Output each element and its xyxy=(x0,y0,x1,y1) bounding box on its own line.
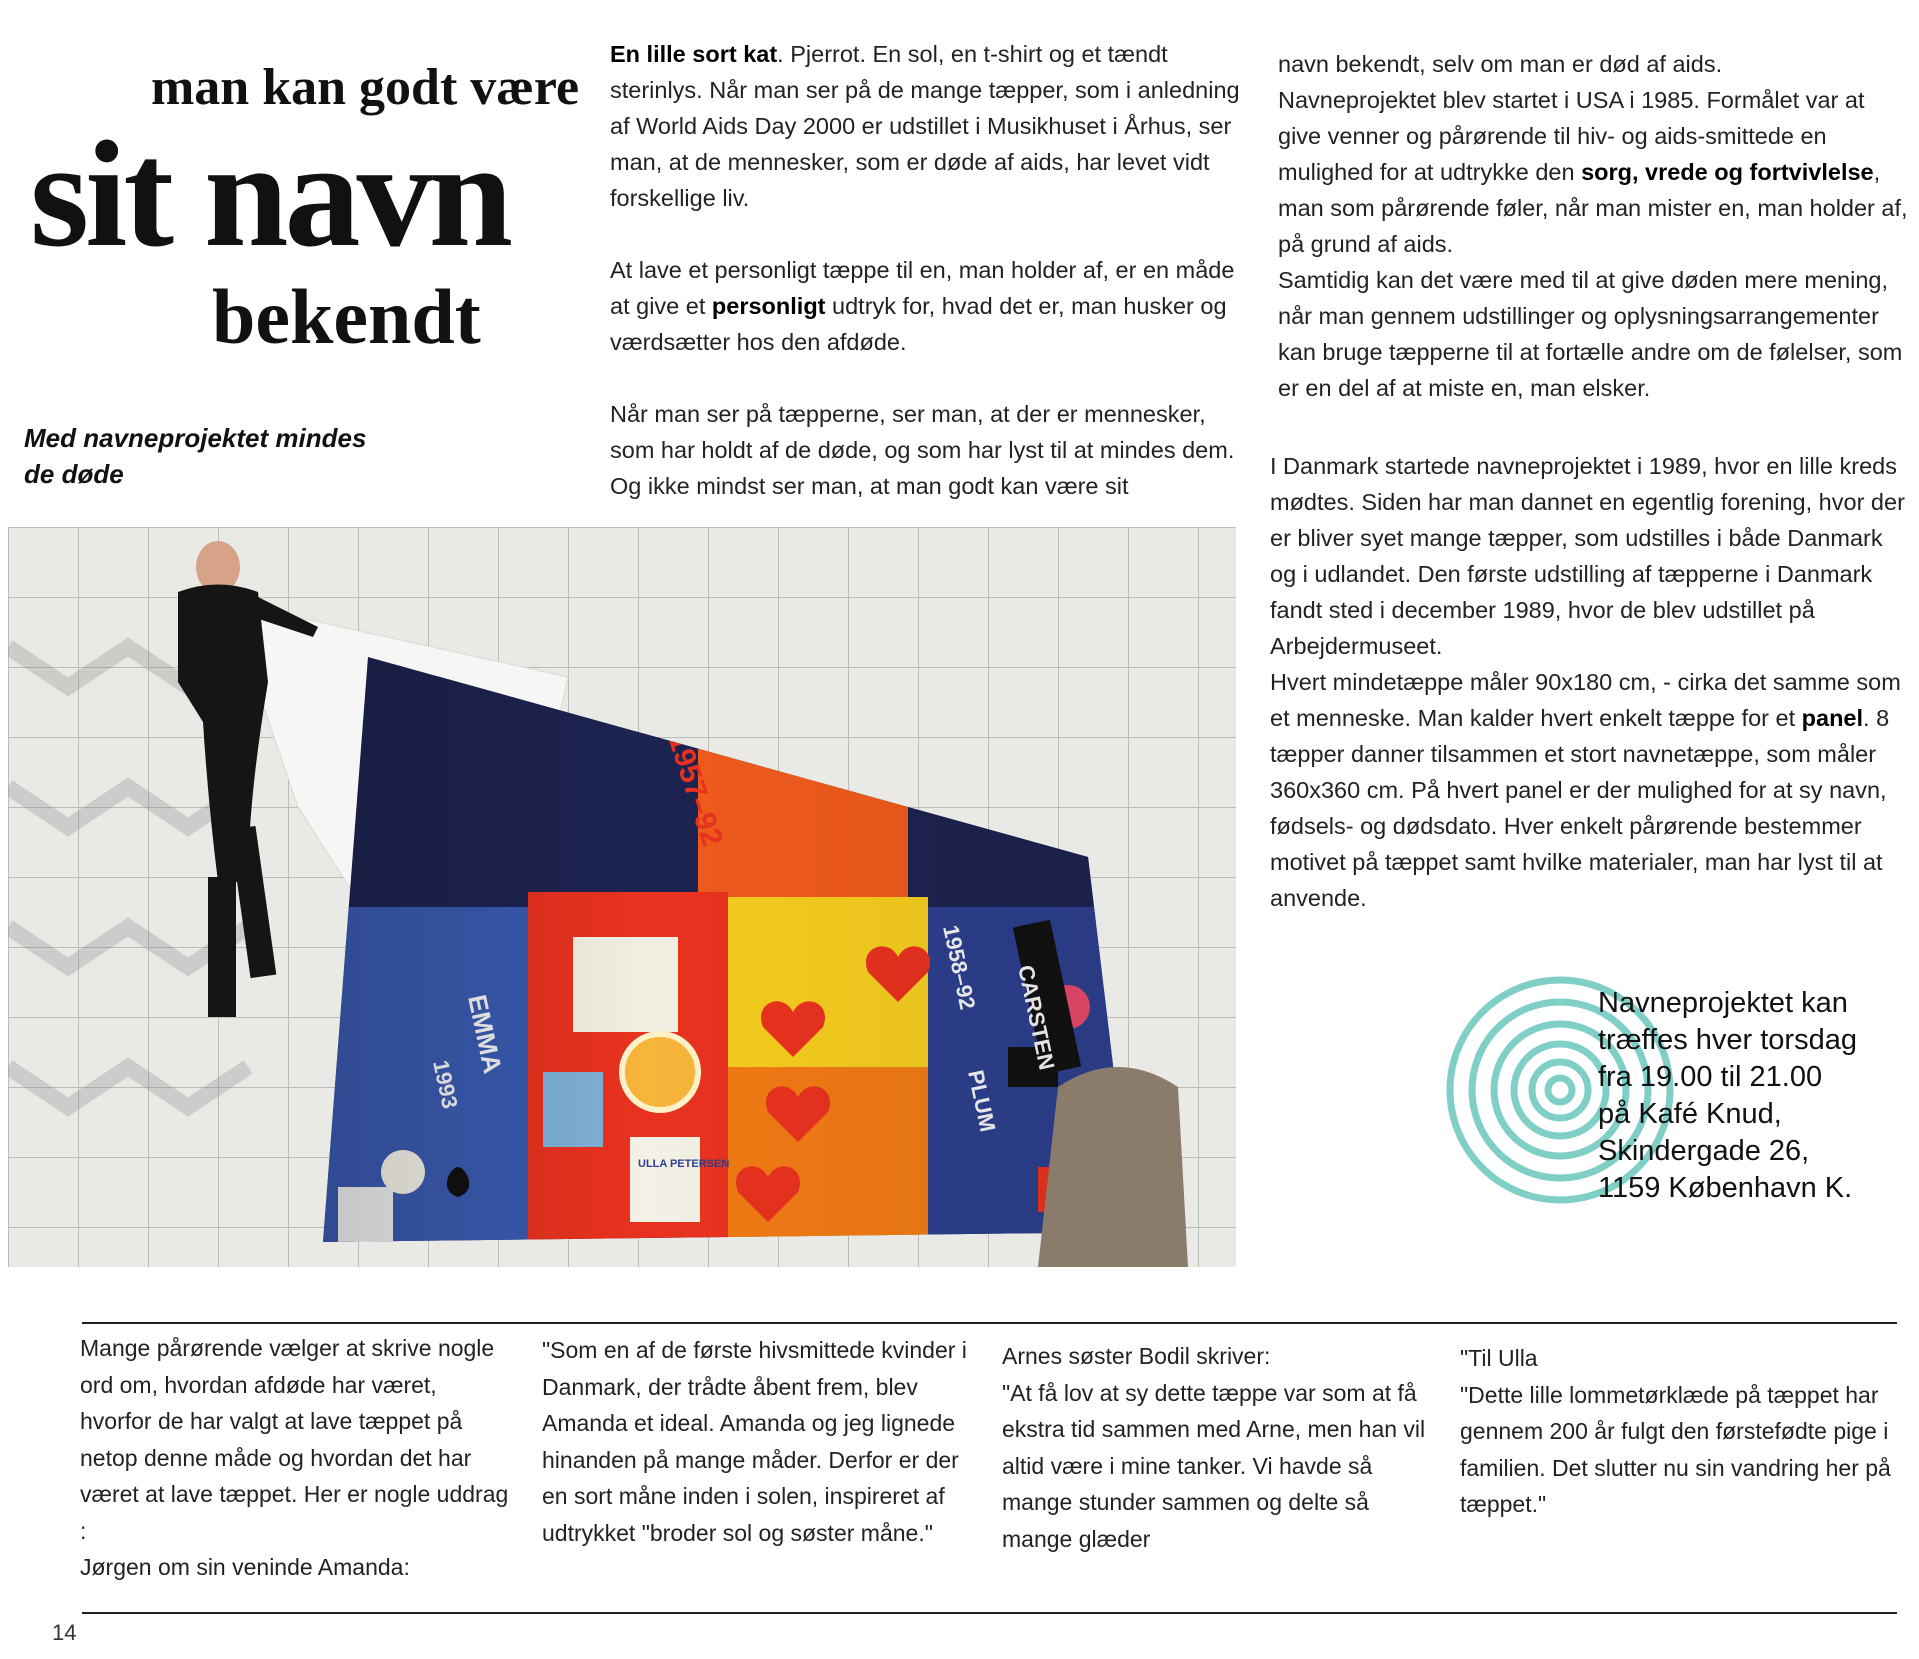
text: Hvert mindetæppe måler 90x180 cm, - cirka det samme som et menneske. Man kalder hvert enkelt tæppe for et xyxy=(1270,669,1901,731)
text: Mange pårørende vælger at skrive nogle ord om, hvordan afdøde har været, hvorfor de har valgt at lave tæppet på netop denne måde og hvordan det har været at lave tæppet. Her er nogle uddrag : xyxy=(80,1335,509,1544)
info-line: Navneprojektet kan xyxy=(1598,987,1848,1019)
paragraph xyxy=(610,36,1240,216)
page-number: 14 xyxy=(52,1620,77,1645)
lead-bold: En lille sort kat xyxy=(610,41,778,67)
info-line: 1159 København K. xyxy=(1598,1172,1853,1204)
emphasis: sorg, vrede og fortvivlelse xyxy=(1581,159,1874,185)
quote-column-1 xyxy=(80,1330,510,1586)
text: Jørgen om sin veninde Amanda: xyxy=(80,1554,410,1580)
paragraph xyxy=(610,252,1240,360)
paragraph: Når man ser på tæpperne, ser man, at der er mennesker, som har holdt af de døde, og som har lyst til at mindes dem. Og ikke mindst ser man, at man godt kan være sit xyxy=(610,401,1235,499)
paragraph xyxy=(1270,664,1910,916)
person-right xyxy=(1038,1067,1188,1267)
article-column-3 xyxy=(1270,448,1910,916)
paragraph xyxy=(1278,82,1908,262)
text: udtryk for, hvad det er, man husker og værdsætter hos den afdøde. xyxy=(610,293,1227,355)
line: navn bekendt, selv om man er død af aids. xyxy=(1278,51,1723,77)
article-column-1 xyxy=(610,36,1240,504)
headline-main: sit navn xyxy=(30,110,510,278)
paragraph: I Danmark startede navneprojektet i 1989, hvor en lille kreds mødtes. Siden har man dannet en egentlig forening, hvor der er bliver syet mange tæpper, som udstilles i både Danmark og i udlandet. Den første udstilling af tæpperne i Danmark fandt sted i december 1989, hvor de blev udstillet på Arbejdermuseet. xyxy=(1270,453,1905,659)
text: "Dette lille lommetørklæde på tæppet har gennem 200 år fulgt den førstefødte pige i familien. Det slutter nu sin vandring her på tæppet." xyxy=(1460,1381,1891,1517)
text: . 8 tæpper danner tilsammen et stort navnetæppe, som måler 360x360 cm. På hvert panel er der mulighed for at sy navn, fødsels- og dødsdato. Hver enkelt pårørende bestemmer motivet på tæppet samt hvilke materialer, man har lyst til at anvende. xyxy=(1270,705,1890,911)
quote-column-4 xyxy=(1460,1340,1895,1523)
quote-column-3 xyxy=(1002,1338,1432,1557)
text: At lave et personligt tæppe til en, man holder af, er en måde at give et xyxy=(610,257,1235,319)
article-column-2 xyxy=(1278,46,1908,406)
paragraph: Samtidig kan det være med til at give døden mere mening, når man gennem udstillinger og oplysningsarrangementer kan bruge tæpperne til at fortælle andre om de følelser, som er en del af at miste en, man elsker. xyxy=(1278,267,1903,401)
text: "At få lov at sy dette tæppe var som at få ekstra tid sammen med Arne, men han vil altid være i mine tanker. Vi havde så mange stunder sammen og delte så mange glæder xyxy=(1002,1379,1426,1552)
quote-column-2 xyxy=(542,1332,972,1551)
emphasis: panel xyxy=(1801,705,1864,731)
info-line: på Kafé Knud, xyxy=(1598,1098,1782,1130)
emphasis: personligt xyxy=(711,293,826,319)
info-line: fra 19.00 til 21.00 xyxy=(1598,1061,1823,1093)
info-line: Skindergade 26, xyxy=(1598,1135,1810,1167)
text: "Til Ulla xyxy=(1460,1345,1538,1371)
text: Arnes søster Bodil skriver: xyxy=(1002,1343,1271,1369)
subtitle: Med navneprojektet mindes de døde xyxy=(24,423,367,489)
info-line: træffes hver torsdag xyxy=(1598,1024,1857,1056)
headline-top: man kan godt være xyxy=(150,59,580,116)
text: Navneprojektet blev startet i USA i 1985. Formålet var at give venner og pårørende til hiv- og aids-smittede en mulighed for at udtrykke den xyxy=(1278,87,1865,185)
text: "Som en af de første hivsmittede kvinder i Danmark, der trådte åbent frem, blev Amanda et ideal. Amanda og jeg lignede hinanden på mange måder. Derfor er der en sort måne inden i solen, inspireret af udtrykket "broder sol og søster måne." xyxy=(542,1337,967,1546)
text: , man som pårørende føler, når man mister en, man holder af, på grund af aids. xyxy=(1278,159,1908,257)
headline-bottom: bekendt xyxy=(212,273,481,360)
quilt-photo xyxy=(8,527,1236,1267)
divider-top xyxy=(82,1322,1897,1324)
info-box xyxy=(1598,985,1898,1207)
text: . Pjerrot. En sol, en t-shirt og et tændt sterinlys. Når man ser på de mange tæpper, som i anledning af World Aids Day 2000 er udstillet i Musikhuset i Århus, ser man, at de mennesker, som er døde af aids, har levet vidt forskellige liv. xyxy=(610,41,1240,211)
divider-bottom xyxy=(82,1612,1897,1614)
